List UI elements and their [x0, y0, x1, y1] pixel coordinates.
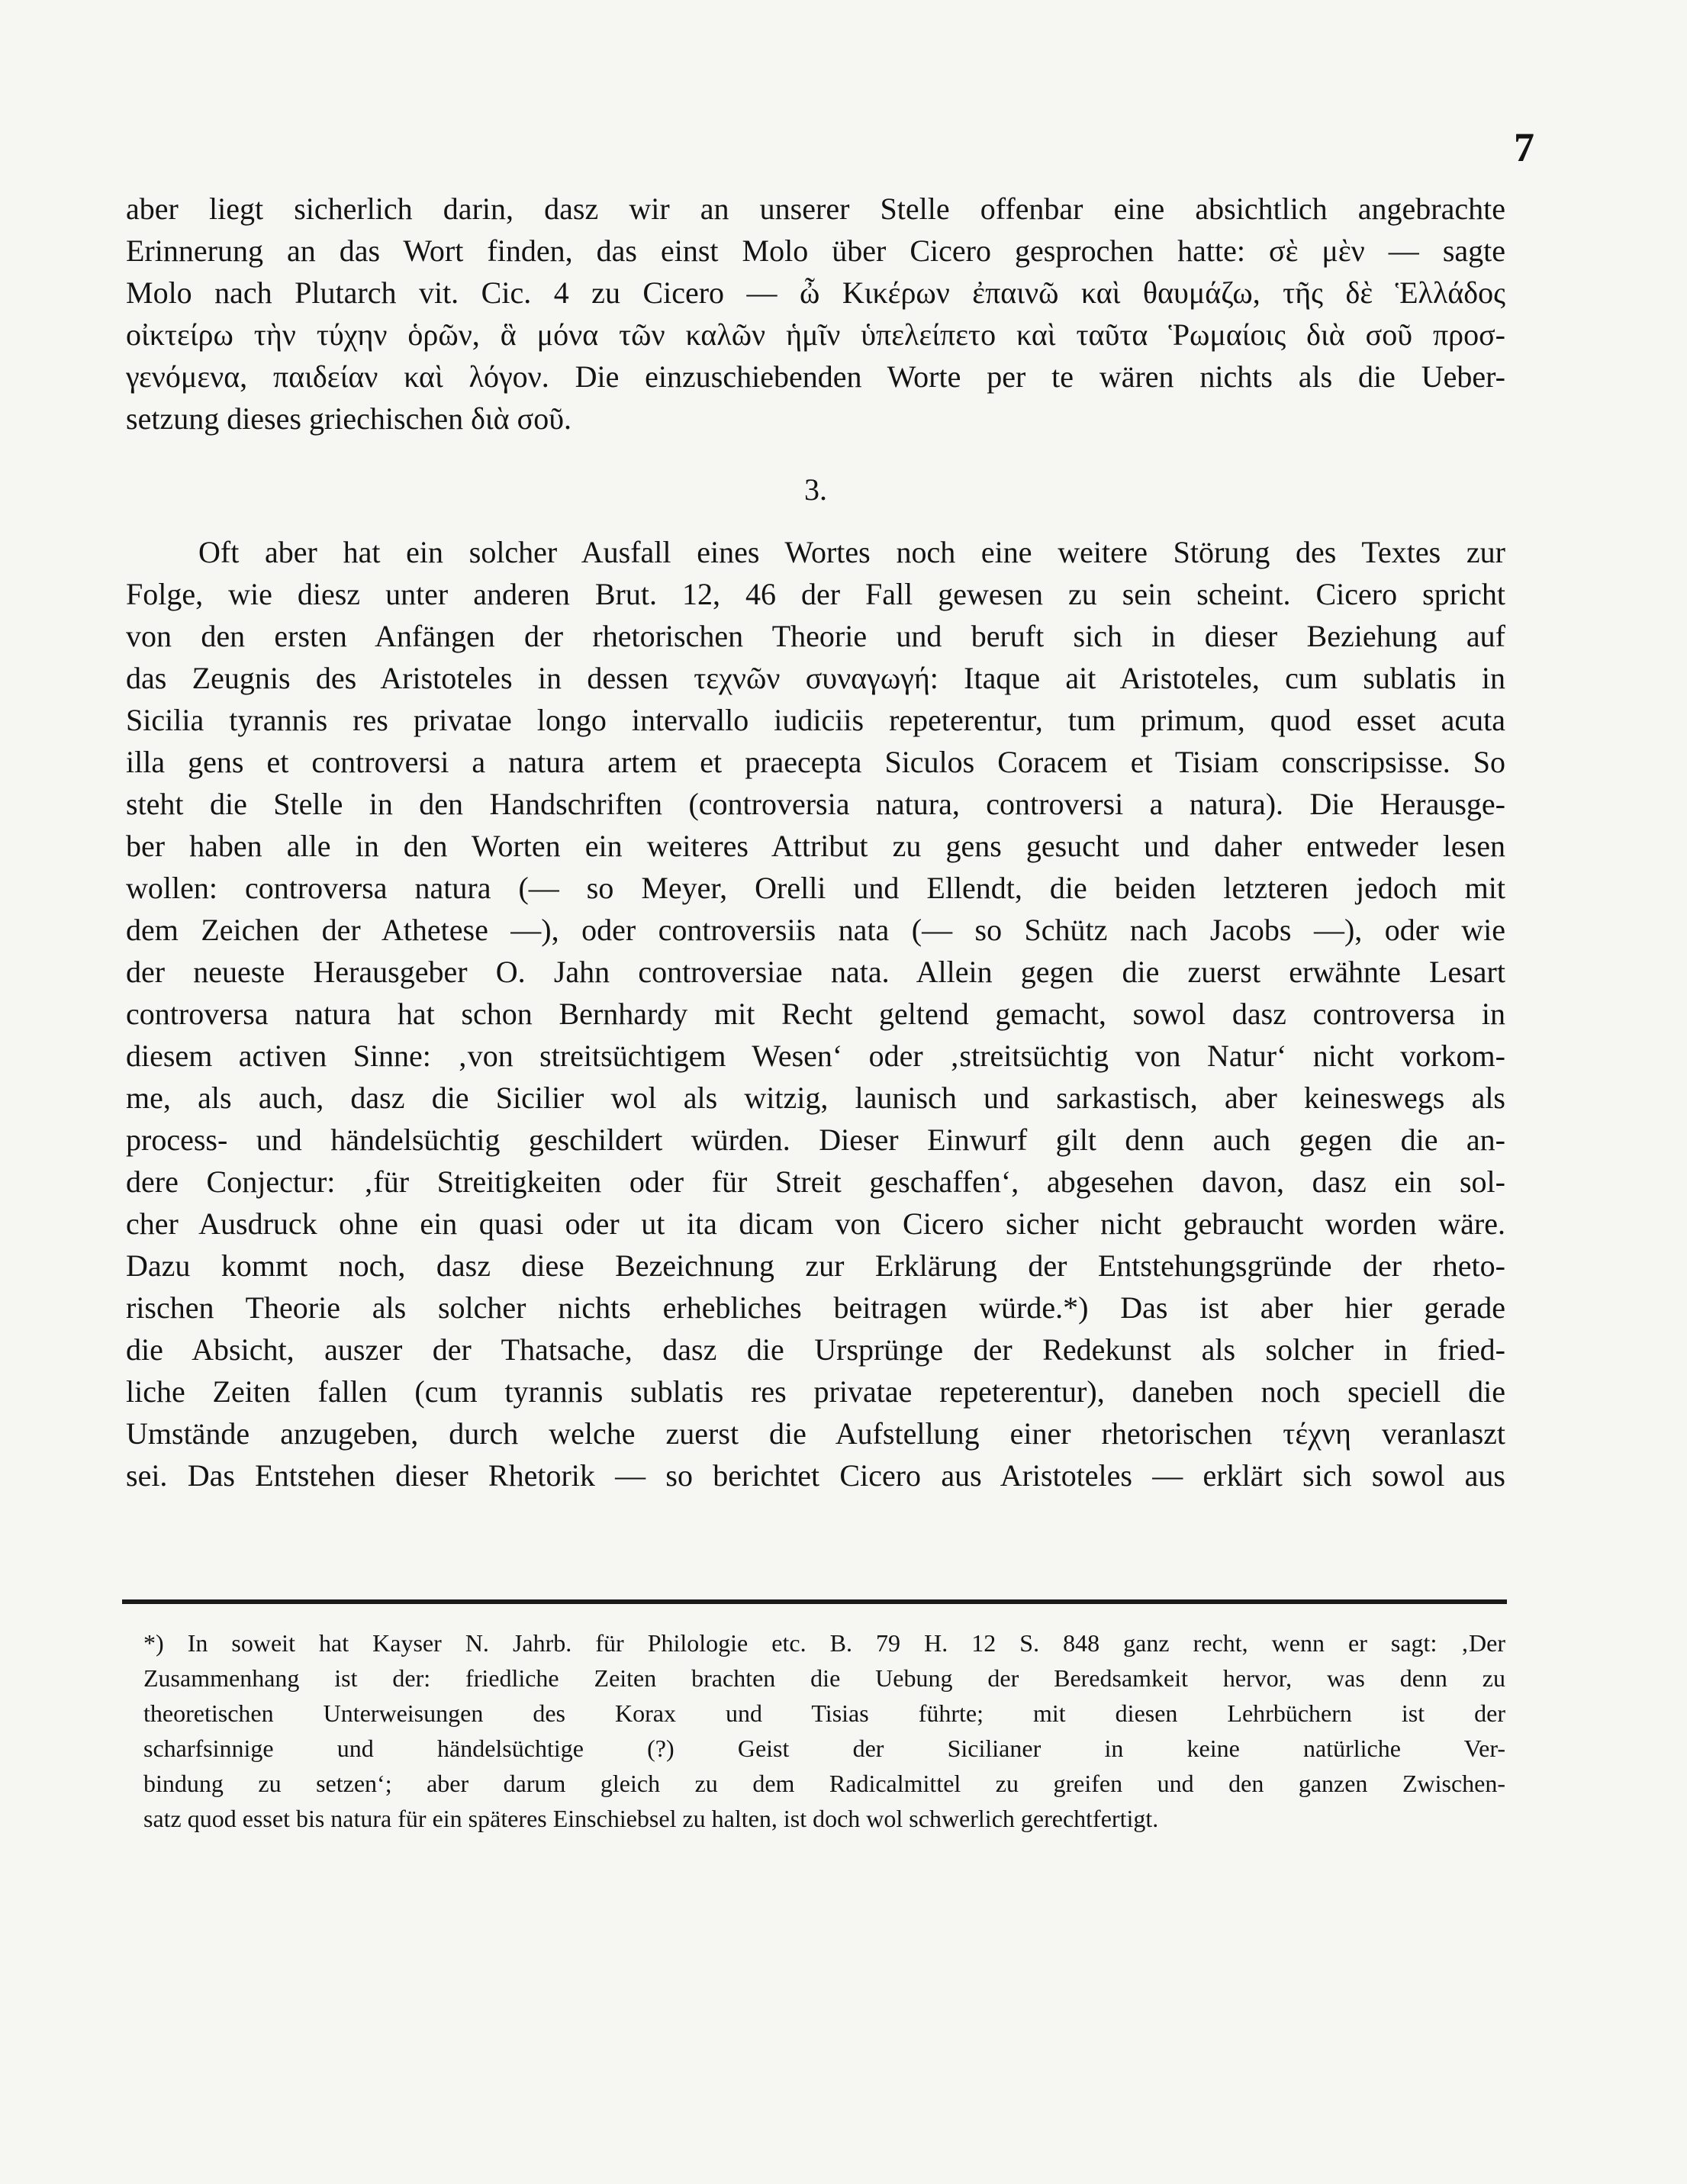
footnote-line: satz quod esset bis natura für ein späteres Einschiebsel zu halten, ist doch wol schwerlich gerechtfertigt. [143, 1805, 1159, 1832]
text-line: Sicilia tyrannis res privatae longo intervallo iudiciis repeterentur, tum primum, quod esset acuta [126, 703, 1505, 737]
text-line: aber liegt sicherlich darin, dasz wir an unserer Stelle offenbar eine absichtlich angebrachte [126, 192, 1505, 226]
text-line: Dazu kommt noch, dasz diese Bezeichnung zur Erklärung der Entstehungsgründe der rheto- [126, 1248, 1505, 1283]
text-line: Molo nach Plutarch vit. Cic. 4 zu Cicero — ὦ Κικέρων ἐπαινῶ καὶ θαυμάζω, τῆς δὲ Ἑλλάδος [126, 275, 1505, 310]
text-line: Umstände anzugeben, durch welche zuerst die Aufstellung einer rhetorischen τέχνη veranlaszt [126, 1416, 1505, 1451]
text-line: die Absicht, auszer der Thatsache, dasz die Ursprünge der Redekunst als solcher in fried- [126, 1332, 1505, 1367]
text-line: wollen: controversa natura (— so Meyer, Orelli und Ellendt, die beiden letzteren jedoch mit [126, 871, 1505, 905]
footnote-line: Zusammenhang ist der: friedliche Zeiten brachten die Uebung der Beredsamkeit hervor, was denn zu [143, 1664, 1505, 1692]
footnote-line: scharfsinnige und händelsüchtige (?) Geist der Sicilianer in keine natürliche Ver- [143, 1735, 1505, 1762]
text-line: setzung dieses griechischen διὰ σοῦ. [126, 401, 572, 436]
text-line: sei. Das Entstehen dieser Rhetorik — so berichtet Cicero aus Aristoteles — erklärt sich sowol aus [126, 1458, 1505, 1493]
text-line: dere Conjectur: ‚für Streitigkeiten oder für Streit geschaffen‘, abgesehen davon, dasz ein sol- [126, 1164, 1505, 1199]
text-line: οἰκτείρω τὴν τύχην ὁρῶν, ἃ μόνα τῶν καλῶν ἡμῖν ὑπελείπετο καὶ ταῦτα Ῥωμαίοις διὰ σοῦ προσ- [126, 317, 1505, 352]
text-line: ber haben alle in den Worten ein weiteres Attribut zu gens gesucht und daher entweder lesen [126, 829, 1505, 863]
page-number: 7 [1514, 124, 1534, 170]
text-line: process- und händelsüchtig geschildert würden. Dieser Einwurf gilt denn auch gegen die an- [126, 1123, 1505, 1157]
text-line: der neueste Herausgeber O. Jahn controversiae nata. Allein gegen die zuerst erwähnte Lesart [126, 955, 1505, 989]
text-line: das Zeugnis des Aristoteles in dessen τεχνῶν συναγωγή: Itaque ait Aristoteles, cum sublatis in [126, 661, 1505, 695]
section-number: 3. [804, 472, 827, 507]
text-line: Folge, wie diesz unter anderen Brut. 12, 46 der Fall gewesen zu sein scheint. Cicero spricht [126, 577, 1505, 611]
footnote [143, 1625, 1505, 1836]
text-line: illa gens et controversi a natura artem et praecepta Siculos Coracem et Tisiam conscripsisse. So [126, 745, 1505, 779]
text-line: controversa natura hat schon Bernhardy mit Recht geltend gemacht, sowol dasz controversa in [126, 997, 1505, 1031]
text-line: von den ersten Anfängen der rhetorischen Theorie und beruft sich in dieser Beziehung auf [126, 619, 1505, 653]
text-line: Erinnerung an das Wort finden, das einst Molo über Cicero gesprochen hatte: σὲ μὲν — sagte [126, 234, 1505, 268]
footnote-line: *) In soweit hat Kayser N. Jahrb. für Philologie etc. B. 79 H. 12 S. 848 ganz recht, wenn er sagt: ‚Der [143, 1629, 1505, 1657]
text-line: γενόμενα, παιδείαν καὶ λόγον. Die einzuschiebenden Worte per te wären nichts als die Ueber- [126, 359, 1505, 394]
footnote-line: theoretischen Unterweisungen des Korax und Tisias führte; mit diesen Lehrbüchern ist der [143, 1699, 1505, 1727]
text-line: diesem activen Sinne: ‚von streitsüchtigem Wesen‘ oder ‚streitsüchtig von Natur‘ nicht vorkom- [126, 1039, 1505, 1073]
text-line: me, als auch, dasz die Sicilier wol als witzig, launisch und sarkastisch, aber keineswegs als [126, 1081, 1505, 1115]
footnote-divider [122, 1599, 1507, 1604]
text-line: rischen Theorie als solcher nichts erhebliches beitragen würde.*) Das ist aber hier gerade [126, 1290, 1505, 1325]
text-line: steht die Stelle in den Handschriften (controversia natura, controversi a natura). Die Herausge- [126, 787, 1505, 821]
text-line: Oft aber hat ein solcher Ausfall eines Wortes noch eine weitere Störung des Textes zur [198, 535, 1505, 569]
main-text [126, 188, 1505, 1496]
text-line: cher Ausdruck ohne ein quasi oder ut ita dicam von Cicero sicher nicht gebraucht worden wäre. [126, 1206, 1505, 1241]
text-line: dem Zeichen der Athetese —), oder controversiis nata (— so Schütz nach Jacobs —), oder wie [126, 913, 1505, 947]
footnote-line: bindung zu setzen‘; aber darum gleich zu dem Radicalmittel zu greifen und den ganzen Zwischen- [143, 1770, 1505, 1797]
text-line: liche Zeiten fallen (cum tyrannis sublatis res privatae repeterentur), daneben noch speciell die [126, 1374, 1505, 1409]
